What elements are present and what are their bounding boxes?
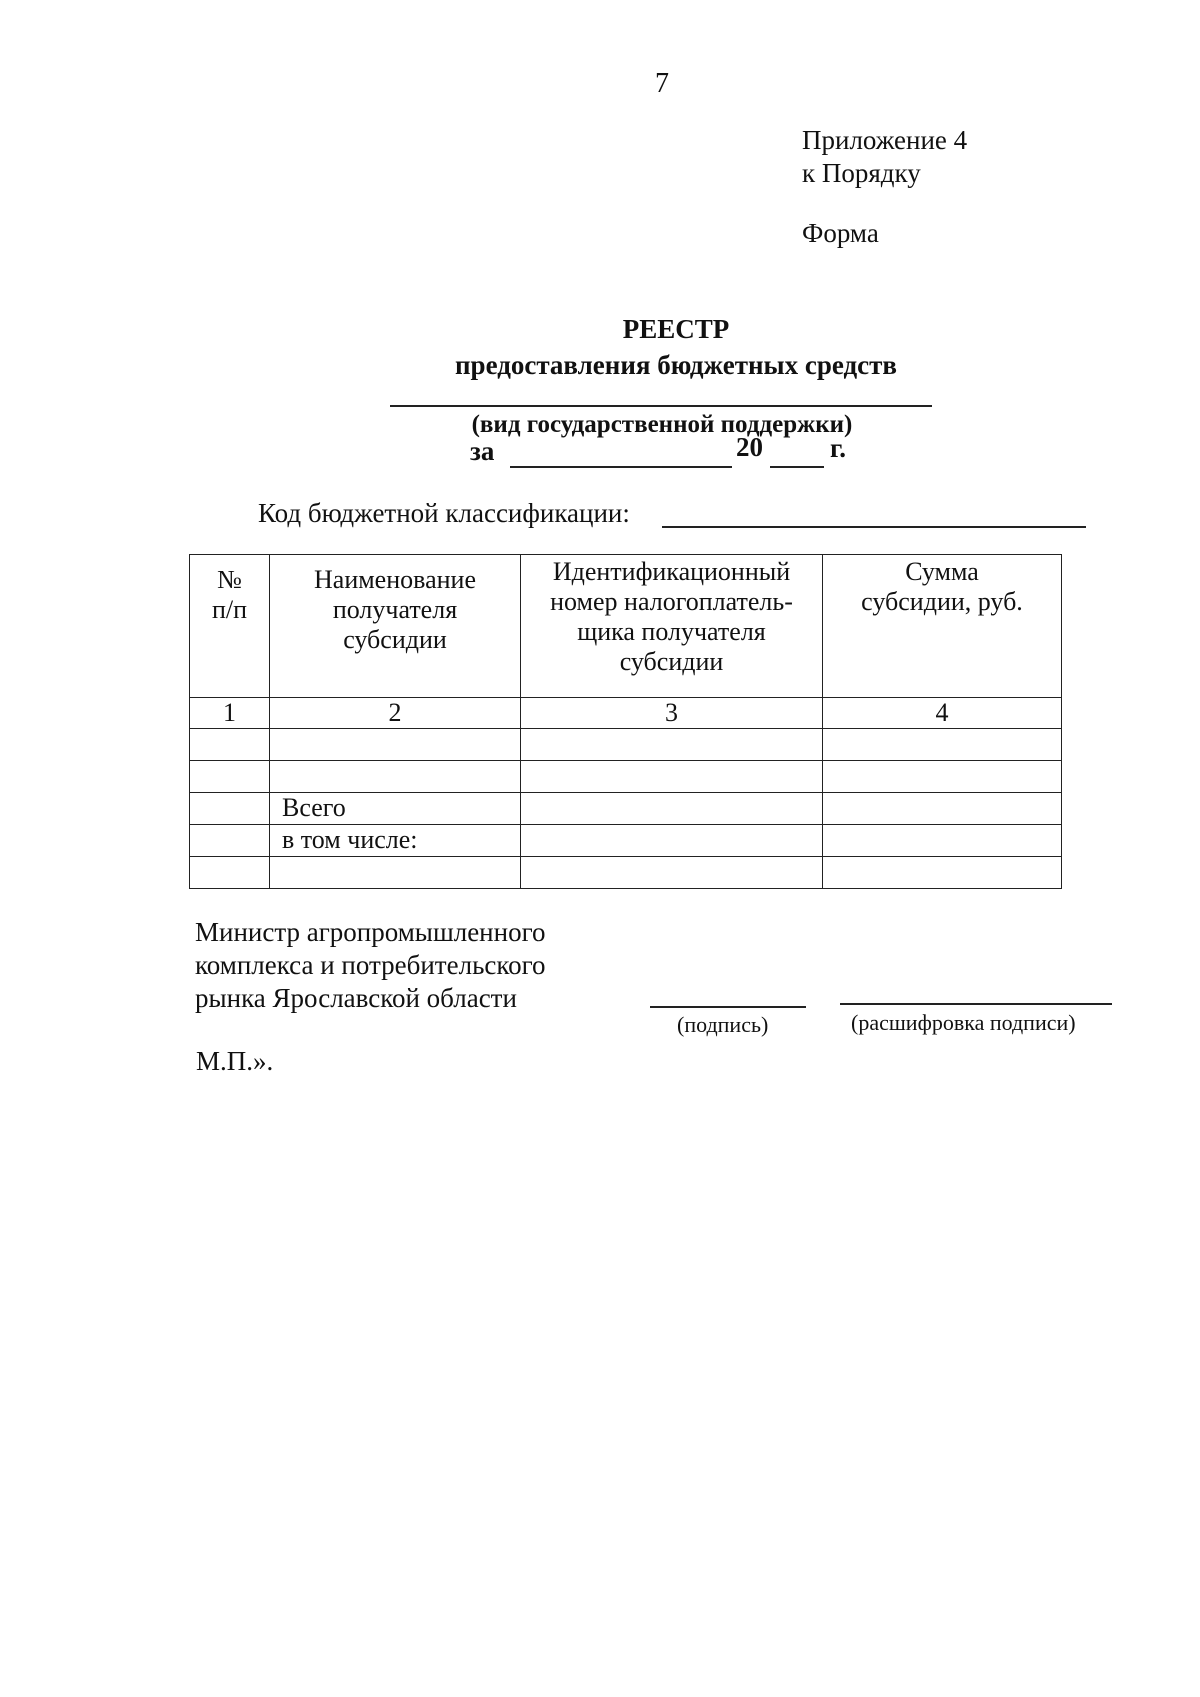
- table-cell[interactable]: [190, 793, 270, 825]
- table-cell[interactable]: [521, 857, 823, 889]
- header-recipient-name: Наименование получателя субсидии: [270, 555, 521, 698]
- including-row: [190, 825, 1062, 857]
- table-header-row: [190, 555, 1062, 698]
- column-number: 1: [190, 698, 270, 729]
- table-cell[interactable]: [521, 793, 823, 825]
- period-suffix: г.: [830, 433, 846, 463]
- total-row: [190, 793, 1062, 825]
- column-number: 3: [521, 698, 823, 729]
- appendix-reference: [802, 124, 967, 190]
- period-year-prefix: 20: [736, 432, 763, 462]
- table-cell[interactable]: [521, 729, 823, 761]
- position-line: рынка Ярославской области: [195, 983, 517, 1013]
- period-blank-line[interactable]: [510, 466, 732, 468]
- table-cell[interactable]: [270, 761, 521, 793]
- budget-code-label: Код бюджетной классификации:: [258, 498, 630, 528]
- table-cell[interactable]: [823, 761, 1062, 793]
- support-type-blank-line[interactable]: [390, 405, 932, 407]
- table-cell[interactable]: [521, 825, 823, 857]
- total-label: Всего: [270, 793, 521, 825]
- position-line: Министр агропромышленного: [195, 917, 546, 947]
- registry-table: [189, 554, 1062, 889]
- year-blank-line[interactable]: [770, 466, 824, 468]
- table-cell[interactable]: [270, 857, 521, 889]
- document-title: РЕЕСТР: [622, 314, 730, 344]
- page-number: 7: [655, 68, 669, 99]
- table-cell[interactable]: [270, 729, 521, 761]
- document-subtitle: предоставления бюджетных средств: [455, 350, 897, 380]
- column-number: 4: [823, 698, 1062, 729]
- budget-code-blank-line[interactable]: [662, 526, 1086, 528]
- table-cell[interactable]: [190, 729, 270, 761]
- header-number: № п/п: [190, 555, 270, 698]
- table-cell[interactable]: [823, 793, 1062, 825]
- table-cell[interactable]: [190, 761, 270, 793]
- form-label: Форма: [802, 218, 879, 248]
- appendix-line-2: к Порядку: [802, 158, 921, 188]
- table-row: [190, 761, 1062, 793]
- signature-decoding-blank-line[interactable]: [840, 1003, 1112, 1005]
- signatory-position: [195, 916, 546, 1015]
- stamp-note: М.П.».: [196, 1046, 274, 1076]
- signature-decoding-caption: (расшифровка подписи): [851, 1010, 1076, 1035]
- table-cell[interactable]: [190, 825, 270, 857]
- table-cell[interactable]: [823, 825, 1062, 857]
- appendix-line-1: Приложение 4: [802, 125, 968, 155]
- table-cell[interactable]: [190, 857, 270, 889]
- table-cell[interactable]: [823, 729, 1062, 761]
- including-label: в том числе:: [270, 825, 521, 857]
- column-number-row: [190, 698, 1062, 729]
- table-row: [190, 729, 1062, 761]
- table-row: [190, 857, 1062, 889]
- period-prefix: за: [470, 436, 495, 466]
- header-taxpayer-id: Идентификационный номер налогоплатель- щика получателя субсидии: [521, 555, 823, 698]
- table-cell[interactable]: [823, 857, 1062, 889]
- position-line: комплекса и потребительского: [195, 950, 546, 980]
- support-type-caption: (вид государственной поддержки): [471, 411, 853, 438]
- signature-blank-line[interactable]: [650, 1006, 806, 1008]
- table-cell[interactable]: [521, 761, 823, 793]
- column-number: 2: [270, 698, 521, 729]
- header-subsidy-amount: Сумма субсидии, руб.: [823, 555, 1062, 698]
- signature-caption: (подпись): [677, 1012, 769, 1037]
